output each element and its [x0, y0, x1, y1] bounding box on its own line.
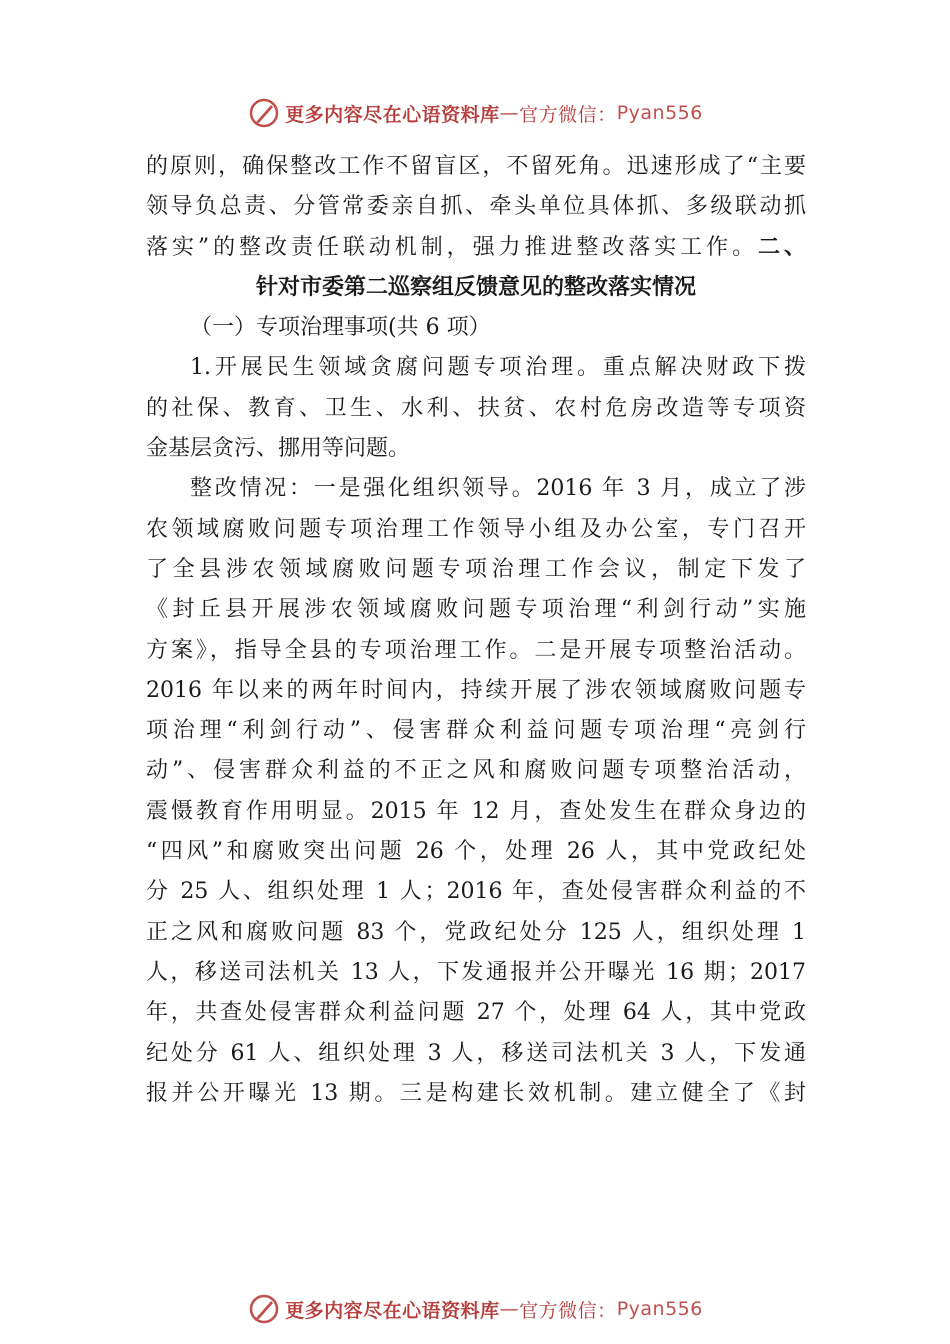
text-line: 的社保、教育、卫生、水利、扶贫、农村危房改造等专项资	[146, 395, 806, 421]
text-line: 金基层贪污、挪用等问题。	[146, 436, 411, 462]
text-line	[146, 228, 806, 268]
subsection-heading: （一）专项治理事项(共 6 项）	[190, 315, 491, 341]
banner-wechat-label: 官方微信：	[519, 103, 617, 126]
text-line: 正之风和腐败问题 83 个，党政纪处分 125 人，组织处理 1	[146, 919, 806, 945]
footer-banner	[0, 1289, 950, 1329]
text-line: 《封丘县开展涉农领域腐败问题专项治理“利剑行动”实施	[146, 597, 806, 623]
text-line: 年，共查处侵害群众利益问题 27 个，处理 64 人，其中党政	[146, 1000, 806, 1026]
text-line: 了全县涉农领域腐败问题专项治理工作会议，制定下发了	[146, 556, 806, 582]
text-line: 分 25 人、组织处理 1 人；2016 年，查处侵害群众利益的不	[146, 879, 806, 905]
quill-logo-icon	[247, 96, 281, 130]
text-line: 1.开展民生领域贪腐问题专项治理。重点解决财政下拨	[190, 355, 806, 381]
text-line: 农领域腐败问题专项治理工作领导小组及办公室，专门召开	[146, 516, 806, 542]
text-segment: 落实”的整改责任联动机制，强力推进整改落实工作。	[146, 234, 759, 260]
banner-brand-text: 更多内容尽在心语资料库	[285, 103, 500, 126]
section-number: 二、	[758, 234, 806, 260]
banner-wechat-label: 官方微信：	[519, 1299, 617, 1322]
text-line: “四风”和腐败突出问题 26 个，处理 26 人，其中党政纪处	[146, 839, 806, 865]
banner-dash: —	[499, 1298, 520, 1320]
banner-wechat-id: Pyan556	[616, 102, 703, 124]
banner-wechat-id: Pyan556	[616, 1298, 703, 1320]
text-line: 人，移送司法机关 13 人，下发通报并公开曝光 16 期；2017	[146, 959, 806, 985]
text-line: 震慑教育作用明显。2015 年 12 月，查处发生在群众身边的	[146, 798, 806, 824]
text-line: 的原则，确保整改工作不留盲区，不留死角。迅速形成了“主要	[146, 154, 806, 179]
quill-logo-icon	[247, 1292, 281, 1326]
text-line: 项治理“利剑行动”、侵害群众利益问题专项治理“亮剑行	[146, 718, 806, 744]
banner-dash: —	[499, 102, 520, 124]
banner-brand-text: 更多内容尽在心语资料库	[285, 1299, 500, 1322]
text-line: 领导负总责、分管常委亲自抓、牵头单位具体抓、多级联动抓	[146, 194, 806, 220]
text-line: 2016 年以来的两年时间内，持续开展了涉农领域腐败问题专	[146, 677, 806, 703]
text-line: 动”、侵害群众利益的不正之风和腐败问题专项整治活动，	[146, 758, 806, 784]
header-banner	[0, 93, 950, 133]
text-line: 报并公开曝光 13 期。三是构建长效机制。建立健全了《封	[146, 1080, 806, 1106]
text-line: 整改情况：一是强化组织领导。2016 年 3 月，成立了涉	[190, 476, 806, 502]
document-body	[146, 147, 806, 1114]
text-line: 方案》，指导全县的专项治理工作。二是开展专项整治活动。	[146, 637, 806, 663]
text-line: 纪处分 61 人、组织处理 3 人，移送司法机关 3 人，下发通	[146, 1040, 806, 1066]
section-heading: 针对市委第二巡察组反馈意见的整改落实情况	[255, 274, 696, 300]
